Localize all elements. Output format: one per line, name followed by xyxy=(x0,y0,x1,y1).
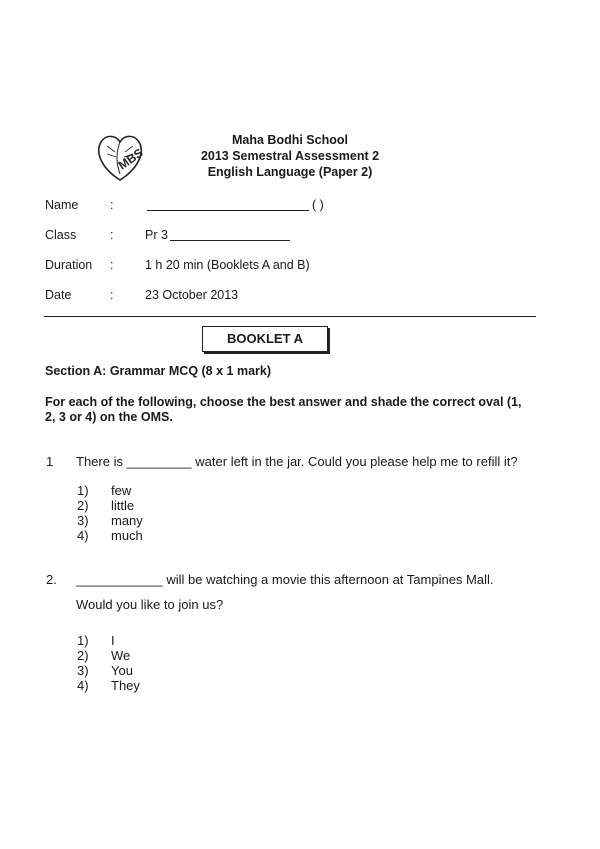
duration-label: Duration xyxy=(45,258,93,272)
option-number: 2) xyxy=(77,648,89,663)
booklet-title: BOOKLET A xyxy=(202,326,328,352)
question-number: 2. xyxy=(46,572,57,587)
class-sep: : xyxy=(110,228,114,242)
option-text: many xyxy=(111,513,143,528)
date-value: 23 October 2013 xyxy=(145,288,239,302)
subject-title: English Language (Paper 2) xyxy=(207,165,373,179)
question-text-after: water left in the jar. Could you please help me to refill it? xyxy=(195,454,518,469)
option-text: little xyxy=(111,498,135,513)
class-line[interactable] xyxy=(170,240,290,241)
question-blank: ____________ xyxy=(76,572,163,587)
instructions: For each of the following, choose the best answer and shade the correct oval (1, 2, 3 or 4) on the OMS. xyxy=(45,395,522,424)
option-number: 1) xyxy=(77,483,89,498)
option-number: 3) xyxy=(77,513,89,528)
school-logo xyxy=(93,130,147,182)
name-line[interactable] xyxy=(147,210,309,211)
name-sep: : xyxy=(110,198,114,212)
class-value: Pr 3 xyxy=(145,228,168,242)
option-text: You xyxy=(111,663,133,678)
option-text: much xyxy=(111,528,143,543)
name-label: Name xyxy=(45,198,79,212)
question-number: 1 xyxy=(46,454,54,469)
assessment-title: 2013 Semestral Assessment 2 xyxy=(200,149,380,163)
question-text-after: will be watching a movie this afternoon at Tampines Mall. xyxy=(166,572,494,587)
date-label: Date xyxy=(45,288,72,302)
option-number: 2) xyxy=(77,498,89,513)
option-text: They xyxy=(111,678,140,693)
option-text: few xyxy=(111,483,132,498)
question-text xyxy=(76,572,493,587)
question-text-line2: Would you like to join us? xyxy=(76,597,224,612)
option-number: 4) xyxy=(77,528,89,543)
name-index-parens: ( ) xyxy=(312,198,324,212)
question-blank: _________ xyxy=(126,454,192,469)
school-name: Maha Bodhi School xyxy=(232,133,348,147)
option-text: We xyxy=(111,648,131,663)
option-number: 3) xyxy=(77,663,89,678)
duration-value: 1 h 20 min (Booklets A and B) xyxy=(145,258,310,272)
duration-sep: : xyxy=(110,258,114,272)
divider xyxy=(44,316,536,317)
option-number: 1) xyxy=(77,633,89,648)
question-text xyxy=(76,454,518,469)
option-text: I xyxy=(111,633,115,648)
logo-text: MBS xyxy=(115,145,146,173)
option-number: 4) xyxy=(77,678,89,693)
class-label: Class xyxy=(45,228,77,242)
section-title: Section A: Grammar MCQ (8 x 1 mark) xyxy=(45,364,271,378)
question-text-before: There is xyxy=(76,454,123,469)
date-sep: : xyxy=(110,288,114,302)
